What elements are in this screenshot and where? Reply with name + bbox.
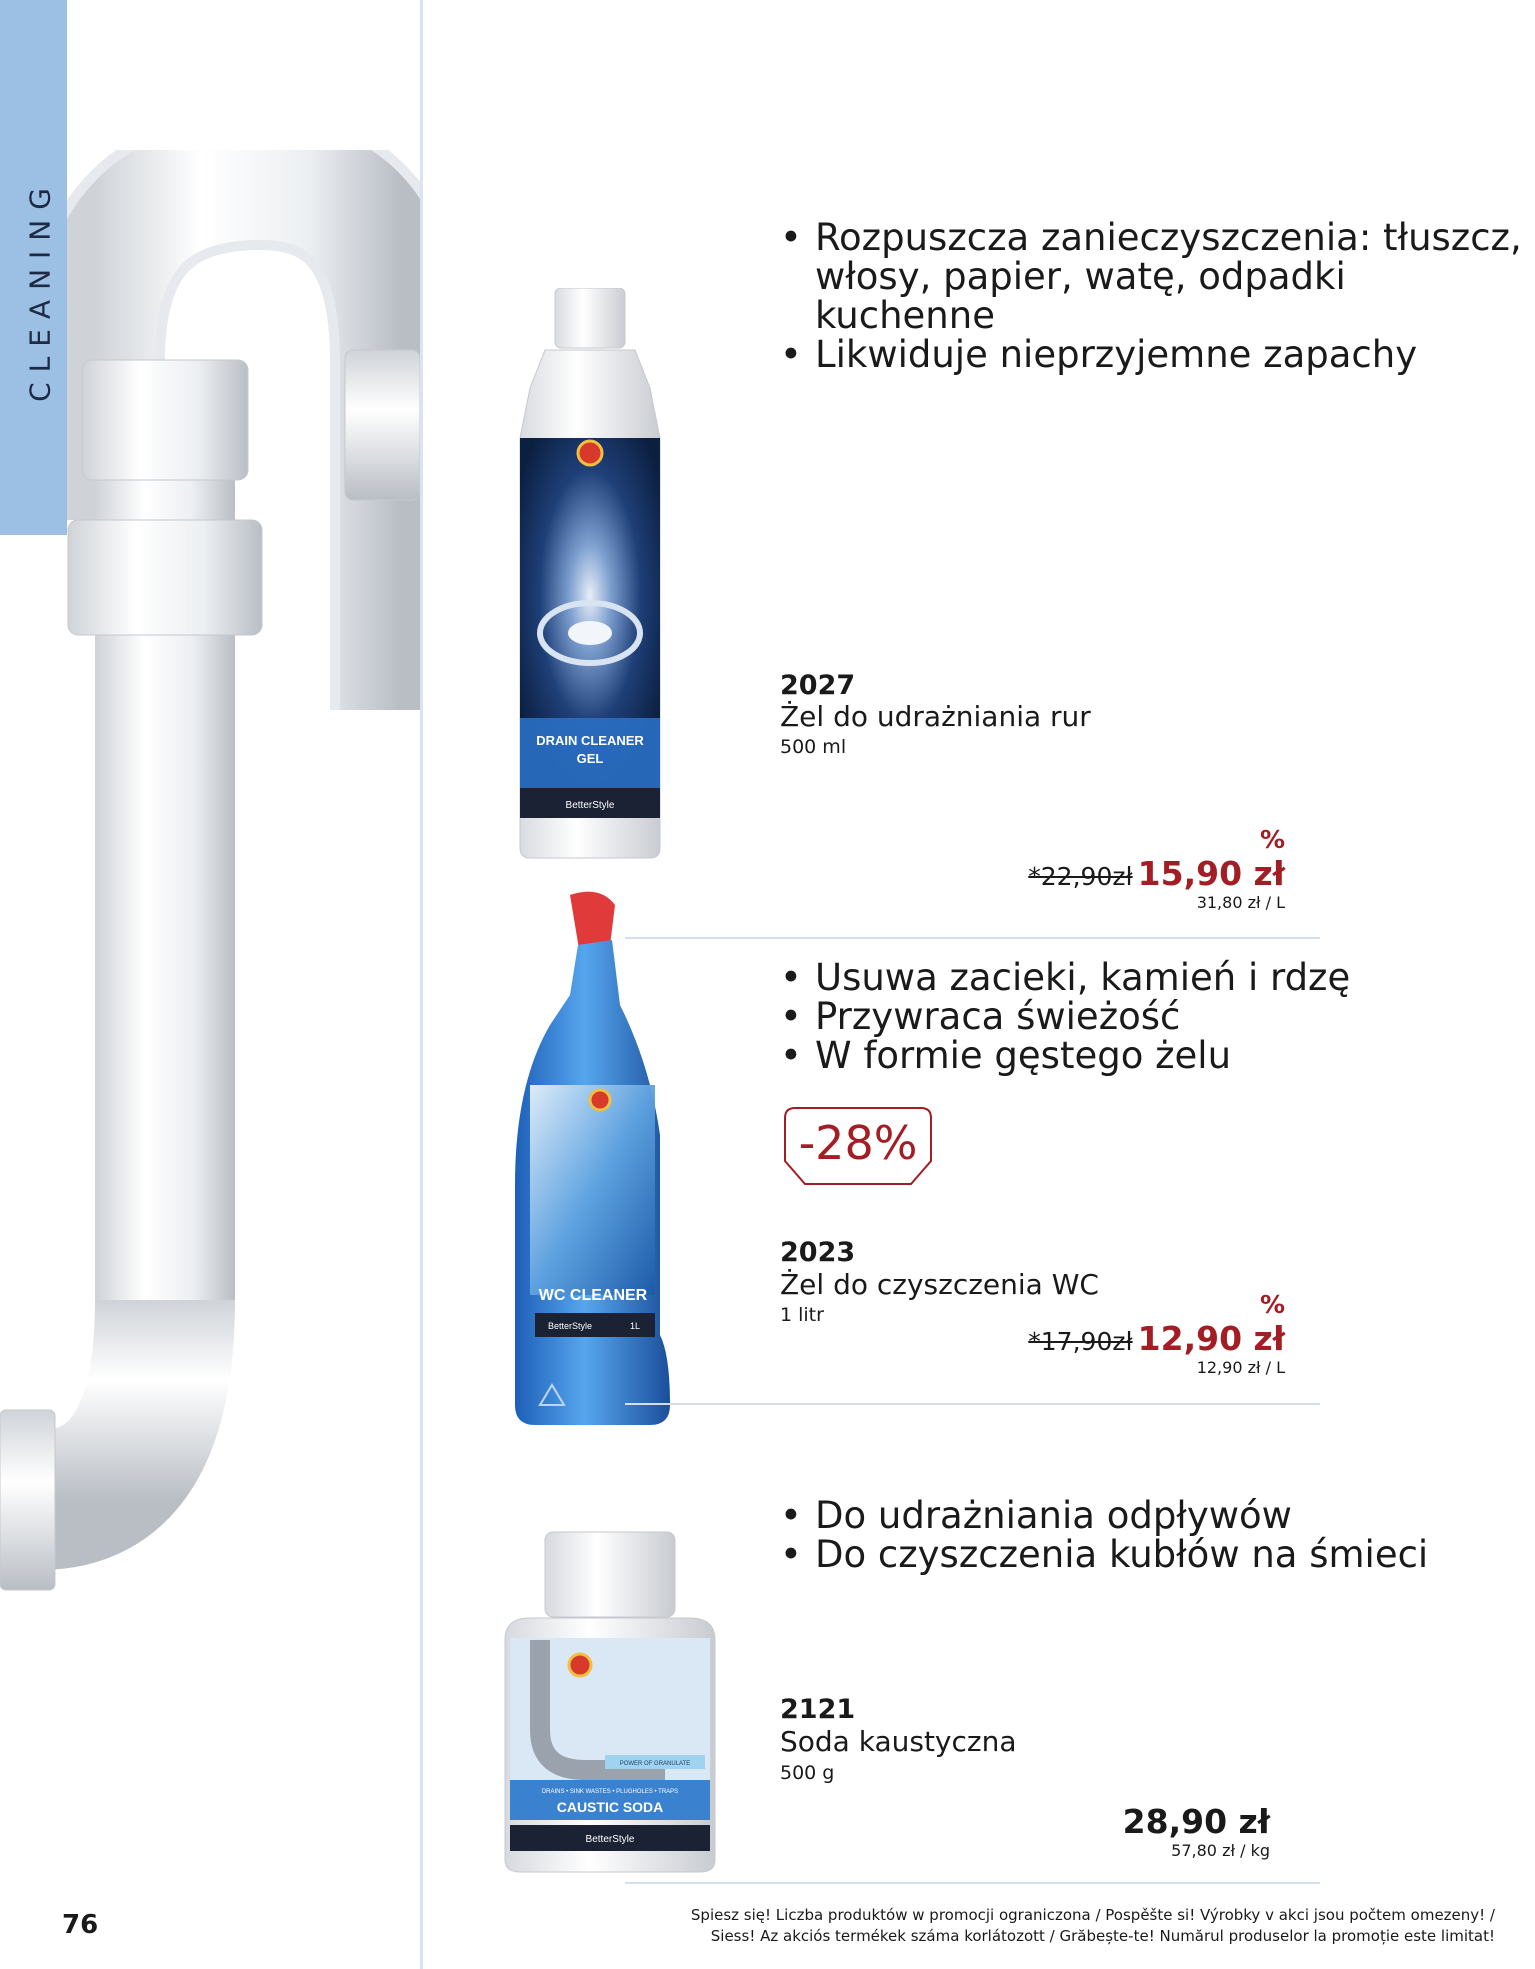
page-divider	[420, 0, 423, 1969]
price: 28,90 zł	[1122, 1802, 1270, 1841]
bottle-small-text: DRAINS • SINK WASTES • PLUGHOLES • TRAPS	[541, 1789, 679, 1795]
bottle-brand: BetterStyle	[547, 1321, 593, 1331]
product-1-code: 2027	[780, 670, 856, 701]
discount-badge-text: -28%	[798, 1116, 918, 1170]
footer-disclaimer	[691, 1905, 1495, 1947]
feature-item: • Do udrażniania odpływów	[780, 1496, 1428, 1535]
feature-item: • Rozpuszcza zanieczyszczenia: tłuszcz, włosy, papier, watę, odpadki kuchenne	[780, 218, 1535, 335]
bottle-label-line: DRAIN CLEANER	[536, 733, 644, 748]
bottle-brand: BetterStyle	[585, 1834, 635, 1845]
promo-percent-icon: %	[1259, 825, 1285, 854]
product-2-name: Żel do czyszczenia WC	[780, 1268, 1099, 1301]
bottle-label-line: WC CLEANER	[538, 1287, 648, 1304]
feature-item: • W formie gęstego żelu	[780, 1036, 1350, 1075]
product-2-price-block	[1028, 1290, 1285, 1377]
bottle-label-line: GEL	[576, 751, 604, 766]
product-3-code: 2121	[780, 1694, 856, 1725]
product-2-code: 2023	[780, 1237, 856, 1268]
product-2-features	[780, 958, 1350, 1075]
footer-line: Siess! Az akciós termékek száma korlátozott / Grăbește-te! Numărul produselor la promoție este limitat!	[710, 1927, 1495, 1945]
unit-price: 31,80 zł / L	[1196, 893, 1285, 912]
section-separator	[625, 937, 1320, 939]
product-3-size: 500 g	[780, 1762, 835, 1784]
drain-cleaner-bottle-image	[510, 288, 670, 863]
product-2-size: 1 litr	[780, 1304, 824, 1326]
bottle-volume: 1L	[629, 1321, 641, 1331]
section-separator	[625, 1882, 1320, 1884]
feature-item: • Usuwa zacieki, kamień i rdzę	[780, 958, 1350, 997]
bottle-brand: BetterStyle	[565, 800, 615, 811]
product-3-price-block	[1123, 1802, 1270, 1860]
promo-percent-icon: %	[1259, 1290, 1285, 1319]
feature-item: • Likwiduje nieprzyjemne zapachy	[780, 335, 1535, 374]
unit-price: 12,90 zł / L	[1196, 1358, 1285, 1377]
product-1-features	[780, 218, 1535, 374]
old-price: *17,90zł	[1028, 1327, 1133, 1356]
bottle-sublabel: POWER OF GRANULATE	[619, 1761, 691, 1767]
bottle-label-line: CAUSTIC SODA	[556, 1799, 664, 1815]
old-price: *22,90zł	[1028, 862, 1133, 891]
wc-cleaner-bottle-image	[510, 885, 685, 1435]
unit-price: 57,80 zł / kg	[1171, 1841, 1270, 1860]
sale-price: 12,90 zł	[1137, 1319, 1285, 1358]
feature-item: • Do czyszczenia kubłów na śmieci	[780, 1535, 1428, 1574]
product-1-size: 500 ml	[780, 736, 847, 758]
product-3-features	[780, 1496, 1428, 1574]
page-number: 76	[62, 1910, 99, 1940]
caustic-soda-container-image	[485, 1530, 735, 1875]
sale-price: 15,90 zł	[1137, 854, 1285, 893]
category-tab-label: CLEANING	[23, 178, 57, 402]
product-1-name: Żel do udrażniania rur	[780, 700, 1091, 733]
product-1-price-block	[1028, 825, 1285, 912]
section-separator	[625, 1403, 1320, 1405]
product-3-name: Soda kaustyczna	[780, 1725, 1017, 1758]
feature-item: • Przywraca świeżość	[780, 997, 1350, 1036]
footer-line: Spiesz się! Liczba produktów w promocji ograniczona / Pospěšte si! Výrobky v akci jsou počtem omezeny! /	[690, 1906, 1495, 1924]
